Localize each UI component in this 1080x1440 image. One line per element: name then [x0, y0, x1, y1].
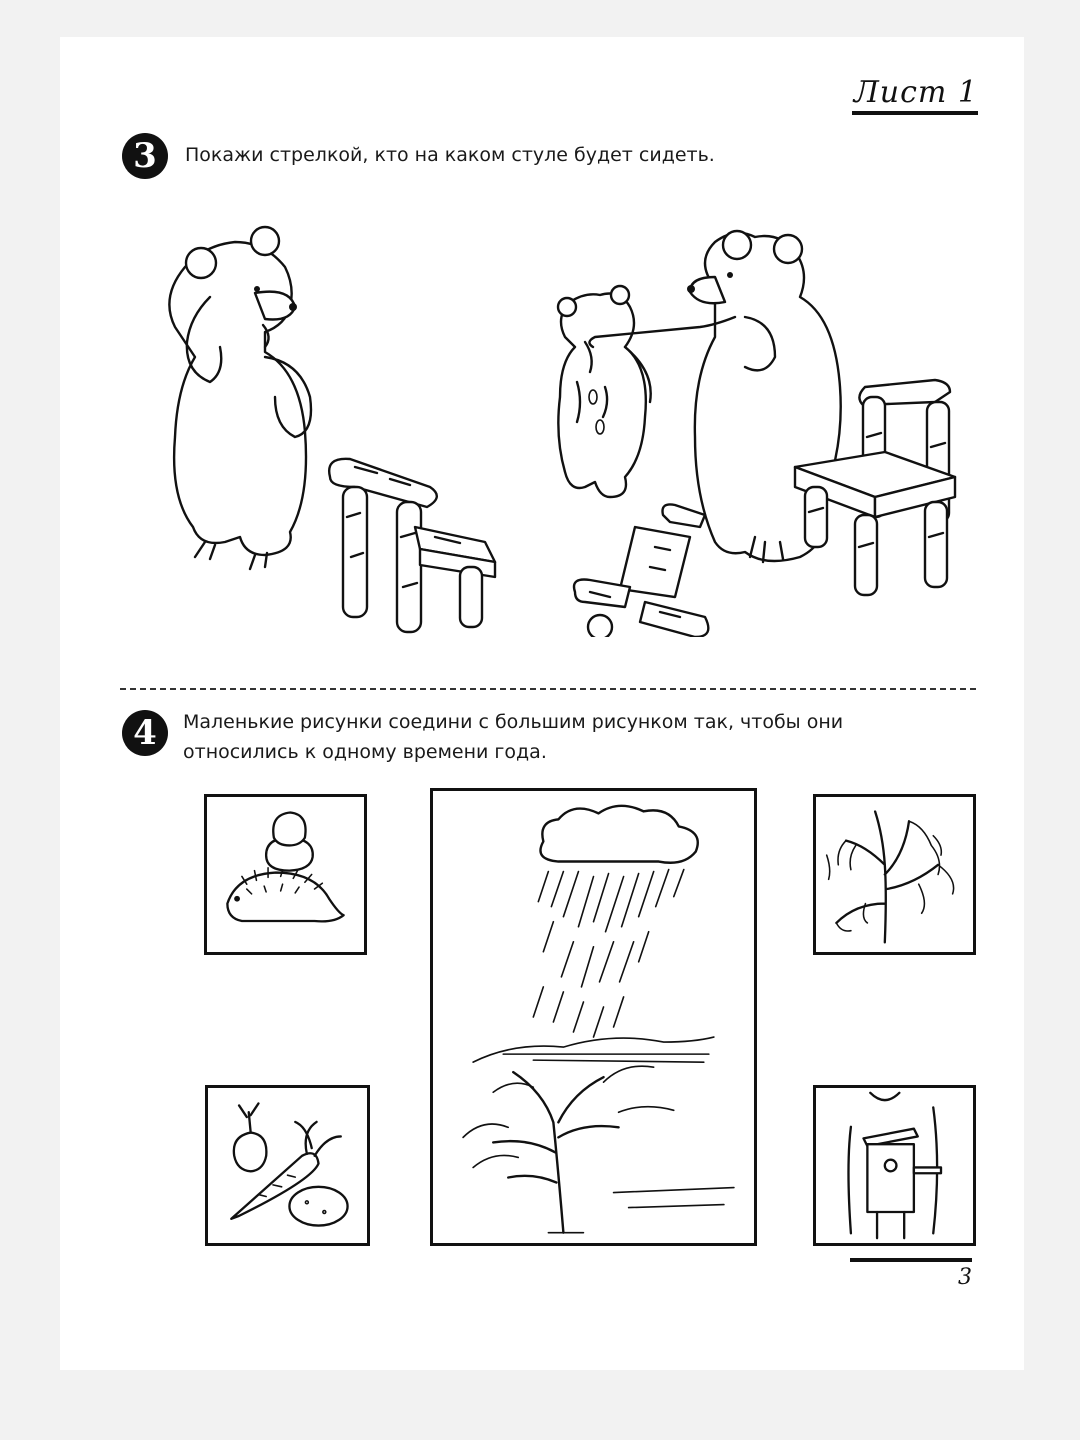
task-3-instruction: Покажи стрелкой, кто на каком стуле будет сидеть. — [185, 144, 715, 166]
baby-bear-illustration — [558, 286, 651, 497]
small-picture-vegetables[interactable] — [205, 1085, 370, 1246]
sheet-label: Лист 1 — [853, 75, 978, 110]
section-divider — [120, 688, 976, 690]
big-picture-autumn-rain[interactable] — [430, 788, 757, 1246]
task-4-instruction-line-1: Маленькие рисунки соедини с большим рисунком так, чтобы они — [183, 711, 844, 733]
small-picture-birdhouse[interactable] — [813, 1085, 976, 1246]
worksheet-page — [60, 37, 1024, 1370]
broken-chair-illustration — [574, 504, 708, 637]
small-picture-birch[interactable] — [813, 794, 976, 955]
bears-and-chairs-scene — [115, 197, 975, 637]
sheet-label-underline — [852, 111, 978, 115]
footer-rule — [850, 1258, 972, 1262]
task-4-instruction-line-2: относились к одному времени года. — [183, 741, 547, 763]
big-chair-illustration — [329, 459, 495, 632]
small-picture-hedgehog[interactable] — [204, 794, 367, 955]
papa-bear-illustration — [169, 227, 311, 569]
page-number: 3 — [958, 1265, 972, 1290]
task-3-number-badge: 3 — [122, 133, 168, 179]
task-4-number-badge: 4 — [122, 710, 168, 756]
